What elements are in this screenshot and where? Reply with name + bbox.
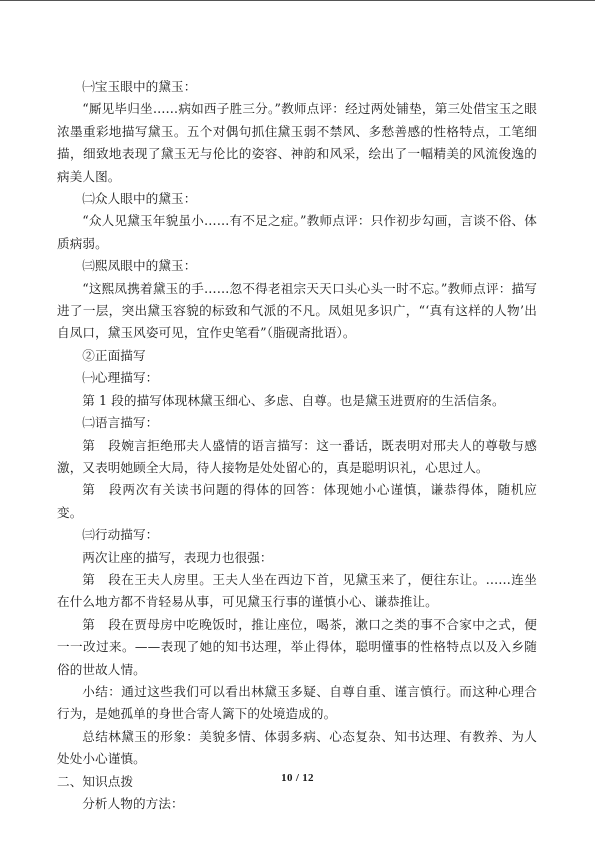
paragraph: ㈢熙凤眼中的黛玉： — [82, 258, 197, 274]
paragraph: 第 段婉言拒绝邢夫人盛情的语言描写：这一番话，既表明对邢夫人的尊敬与感激，又表明她顾全大局，待人接物是处处留心的，真是聪明识礼，心思过人。 — [57, 437, 537, 475]
paragraph: 总结林黛玉的形象：美貌多情、体弱多病、心态复杂、知书达理、有教养、为人处处小心谨慎。 — [57, 728, 537, 767]
paragraph: 分析人物的方法： — [82, 796, 184, 811]
paragraph: “众人见黛玉年貌虽小……有不足之症。”教师点评：只作初步勾画，言谈不俗、体质病弱。 — [57, 213, 537, 251]
page-number: 10 / 12 — [281, 772, 314, 784]
paragraph: 第 1 段的描写体现林黛玉细心、多虑、自尊。也是黛玉进贾府的生活信条。 — [82, 392, 505, 408]
section-heading: 二、知识点拨 — [57, 773, 134, 789]
paragraph: “这熙凤携着黛玉的手……忽不得老祖宗天天口头心头一时不忘。”教师点评：描写进了一层，突出黛玉容貌的标致和气派的不凡。凤姐见多识广，“‘真有这样的人物’出自凤口，黛玉风姿可见，宜作史笔看”（脂砚斋批语）。 — [57, 280, 537, 341]
paragraph: ㈢行动描写： — [82, 527, 159, 543]
paragraph: ㈠宝玉眼中的黛玉： — [82, 79, 197, 94]
paragraph: 第 段在王夫人房里。王夫人坐在西边下首，见黛玉来了，便往东让。……连坐在什么地方都不肯轻易从事，可见黛玉行事的谨慎小心、谦恭推让。 — [57, 571, 537, 610]
document-body — [57, 76, 537, 815]
paragraph: 第 段两次有关读书问题的得体的回答：体现她小心谨慎，谦恭得体，随机应变。 — [57, 482, 537, 520]
paragraph: ㈡众人眼中的黛玉： — [82, 191, 197, 207]
paragraph: ㈡语言描写： — [82, 415, 159, 431]
paragraph: 两次让座的描写，表现力也很强： — [82, 549, 273, 565]
paragraph: “厮见毕归坐……病如西子胜三分。”教师点评：经过两处铺垫，第三处借宝玉之眼浓墨重彩地描写黛玉。五个对偶句抓住黛玉弱不禁风、多愁善感的性格特点，工笔细描，细致地表现了黛玉无与伦比的姿容、神韵和风采，绘出了一幅精美的风流俊逸的病美人图。 — [57, 101, 537, 184]
paragraph: ㈠心理描写： — [82, 370, 159, 386]
paragraph: 第 段在贾母房中吃晚饭时，推让座位，喝茶，漱口之类的事不合家中之式，便一一改过来。——表现了她的知书达理，举止得体，聪明懂事的性格特点以及入乡随俗的世故人情。 — [57, 616, 537, 677]
header-rule — [0, 0, 595, 1]
paragraph: 小结：通过这些我们可以看出林黛玉多疑、自尊自重、谨言慎行。而这种心理合行为，是她孤单的身世合寄人篱下的处境造成的。 — [57, 683, 537, 722]
paragraph: ②正面描写 — [82, 347, 146, 363]
